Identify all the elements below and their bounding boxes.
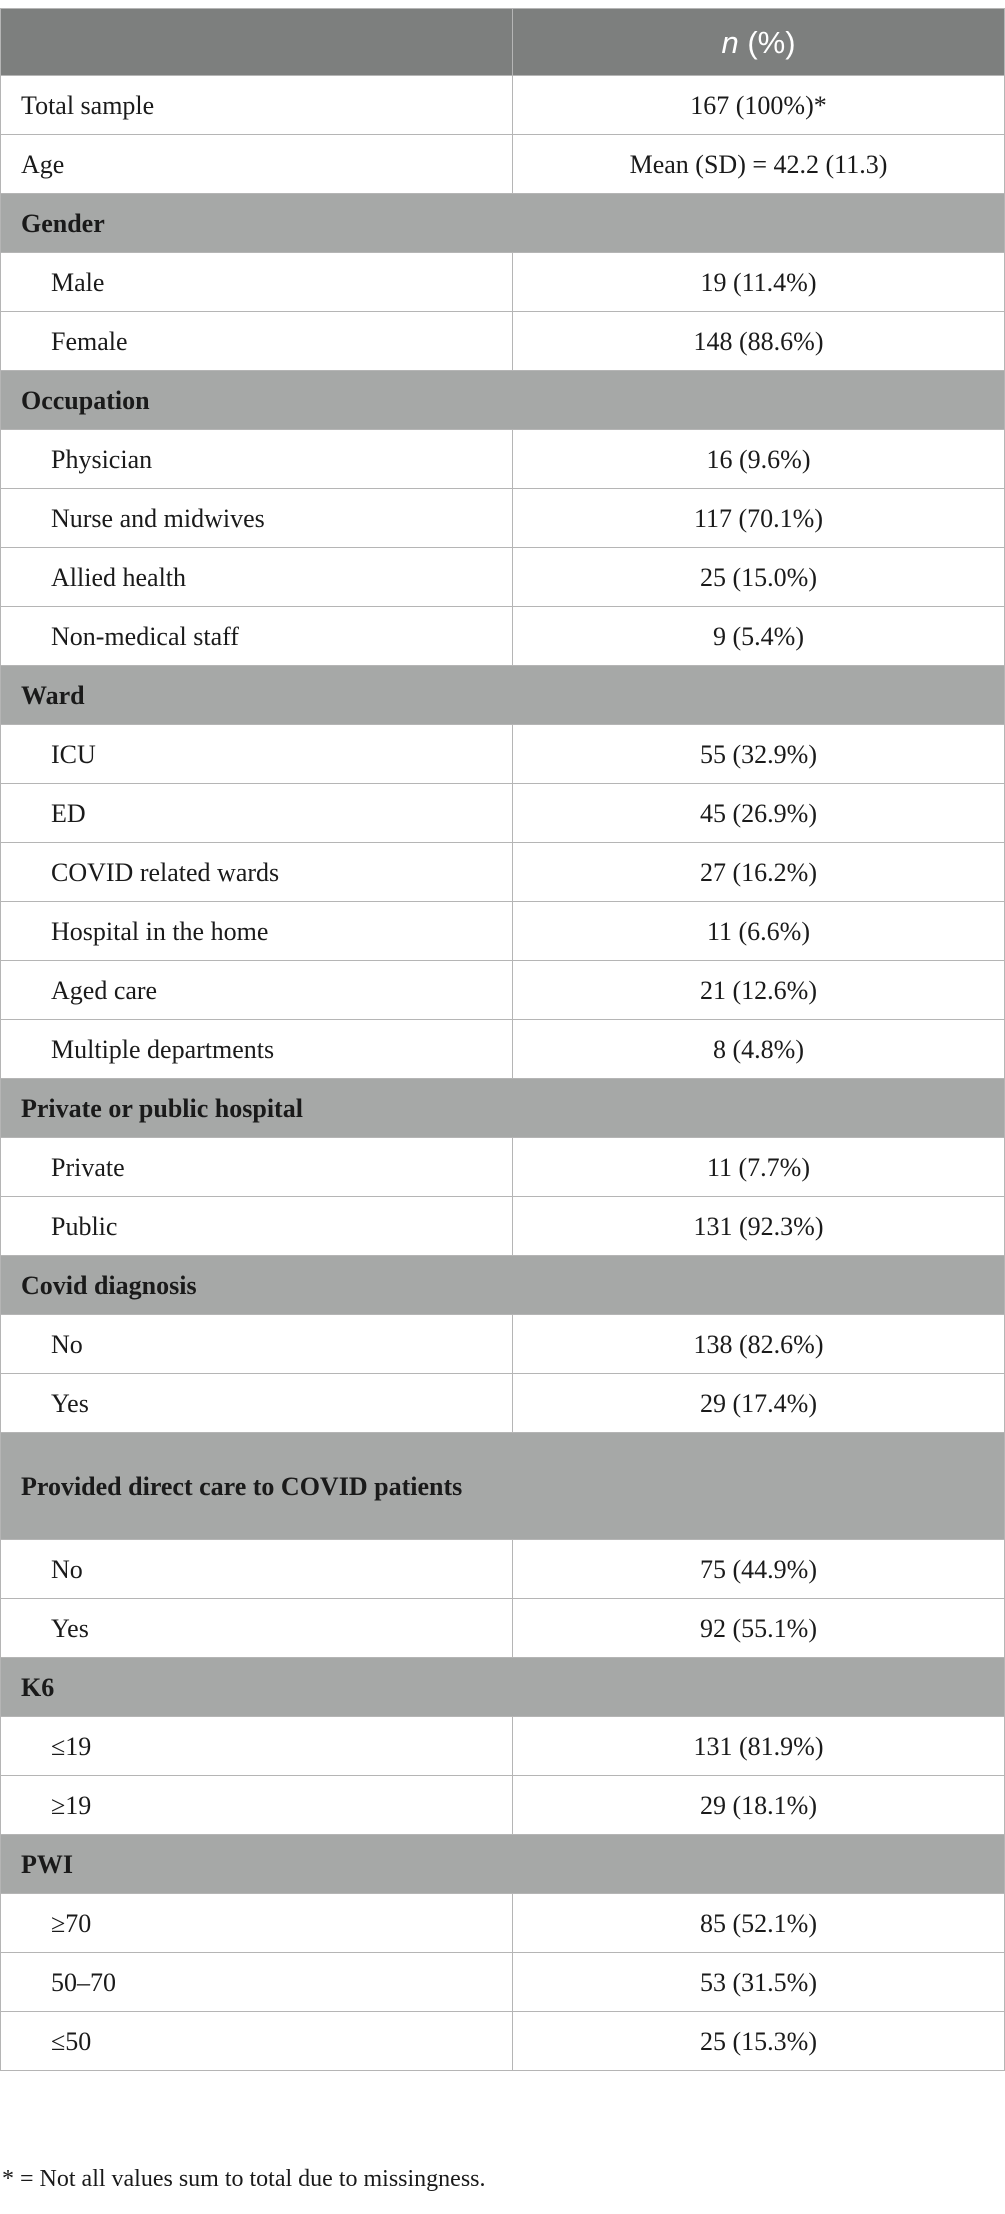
row-label: Non-medical staff — [1, 607, 513, 666]
section-header-label: Provided direct care to COVID patients — [1, 1433, 1005, 1540]
section-header-label: Ward — [1, 666, 1005, 725]
table-row — [1, 902, 1005, 961]
table-row — [1, 1599, 1005, 1658]
row-label: Hospital in the home — [1, 902, 513, 961]
row-value: 85 (52.1%) — [513, 1894, 1005, 1953]
row-label: Yes — [1, 1599, 513, 1658]
table-row — [1, 489, 1005, 548]
section-header-label: Gender — [1, 194, 1005, 253]
row-label: Nurse and midwives — [1, 489, 513, 548]
row-value: Mean (SD) = 42.2 (11.3) — [513, 135, 1005, 194]
row-value: 29 (17.4%) — [513, 1374, 1005, 1433]
table-row — [1, 76, 1005, 135]
table-row — [1, 312, 1005, 371]
section-header-label: K6 — [1, 1658, 1005, 1717]
table-row — [1, 784, 1005, 843]
table-row — [1, 430, 1005, 489]
row-label: ED — [1, 784, 513, 843]
table-row — [1, 135, 1005, 194]
row-label: No — [1, 1315, 513, 1374]
section-header-label: Occupation — [1, 371, 1005, 430]
row-value: 11 (7.7%) — [513, 1138, 1005, 1197]
header-pct: (%) — [747, 24, 796, 60]
section-header-row — [1, 1256, 1005, 1315]
row-value: 131 (92.3%) — [513, 1197, 1005, 1256]
section-header-label: PWI — [1, 1835, 1005, 1894]
table-row — [1, 253, 1005, 312]
row-label: Public — [1, 1197, 513, 1256]
row-value: 53 (31.5%) — [513, 1953, 1005, 2012]
table-row — [1, 1894, 1005, 1953]
row-value: 19 (11.4%) — [513, 253, 1005, 312]
table-row — [1, 1540, 1005, 1599]
table-row — [1, 843, 1005, 902]
table-row — [1, 1138, 1005, 1197]
table-row — [1, 2012, 1005, 2071]
section-header-row — [1, 194, 1005, 253]
section-header-row — [1, 666, 1005, 725]
header-label-cell — [1, 9, 513, 76]
table-body — [1, 76, 1005, 2071]
table-row — [1, 1953, 1005, 2012]
table-footnote: * = Not all values sum to total due to missingness. — [2, 2166, 486, 2192]
header-value-cell — [513, 9, 1005, 76]
table-row — [1, 725, 1005, 784]
section-header-row — [1, 1658, 1005, 1717]
row-label: Private — [1, 1138, 513, 1197]
row-value: 75 (44.9%) — [513, 1540, 1005, 1599]
table-row — [1, 1315, 1005, 1374]
row-value: 138 (82.6%) — [513, 1315, 1005, 1374]
table-row — [1, 1776, 1005, 1835]
section-header-row — [1, 1835, 1005, 1894]
row-value: 148 (88.6%) — [513, 312, 1005, 371]
row-value: 92 (55.1%) — [513, 1599, 1005, 1658]
section-header-row — [1, 1433, 1005, 1540]
row-value: 9 (5.4%) — [513, 607, 1005, 666]
row-label: Yes — [1, 1374, 513, 1433]
table-row — [1, 1374, 1005, 1433]
table-header-row — [1, 9, 1005, 76]
table-row — [1, 607, 1005, 666]
demographics-table — [0, 8, 1005, 2071]
table-row — [1, 1197, 1005, 1256]
row-value: 29 (18.1%) — [513, 1776, 1005, 1835]
row-value: 131 (81.9%) — [513, 1717, 1005, 1776]
row-label: Allied health — [1, 548, 513, 607]
section-header-row — [1, 371, 1005, 430]
row-label: Female — [1, 312, 513, 371]
row-label: Multiple departments — [1, 1020, 513, 1079]
row-label: 50–70 — [1, 1953, 513, 2012]
row-value: 11 (6.6%) — [513, 902, 1005, 961]
row-label: ICU — [1, 725, 513, 784]
table-row — [1, 1020, 1005, 1079]
table-row — [1, 1717, 1005, 1776]
row-label: Age — [1, 135, 513, 194]
row-label: Physician — [1, 430, 513, 489]
row-value: 55 (32.9%) — [513, 725, 1005, 784]
row-label: ≤19 — [1, 1717, 513, 1776]
row-value: 8 (4.8%) — [513, 1020, 1005, 1079]
row-value: 27 (16.2%) — [513, 843, 1005, 902]
table-row — [1, 548, 1005, 607]
section-header-label: Private or public hospital — [1, 1079, 1005, 1138]
row-label: ≥19 — [1, 1776, 513, 1835]
row-label: COVID related wards — [1, 843, 513, 902]
row-value: 45 (26.9%) — [513, 784, 1005, 843]
row-label: Male — [1, 253, 513, 312]
row-value: 25 (15.3%) — [513, 2012, 1005, 2071]
section-header-label: Covid diagnosis — [1, 1256, 1005, 1315]
row-value: 16 (9.6%) — [513, 430, 1005, 489]
row-label: Total sample — [1, 76, 513, 135]
row-value: 25 (15.0%) — [513, 548, 1005, 607]
header-n: n — [721, 24, 739, 60]
row-label: ≥70 — [1, 1894, 513, 1953]
row-label: Aged care — [1, 961, 513, 1020]
row-value: 21 (12.6%) — [513, 961, 1005, 1020]
row-value: 167 (100%)* — [513, 76, 1005, 135]
section-header-row — [1, 1079, 1005, 1138]
row-value: 117 (70.1%) — [513, 489, 1005, 548]
row-label: ≤50 — [1, 2012, 513, 2071]
row-label: No — [1, 1540, 513, 1599]
table-row — [1, 961, 1005, 1020]
